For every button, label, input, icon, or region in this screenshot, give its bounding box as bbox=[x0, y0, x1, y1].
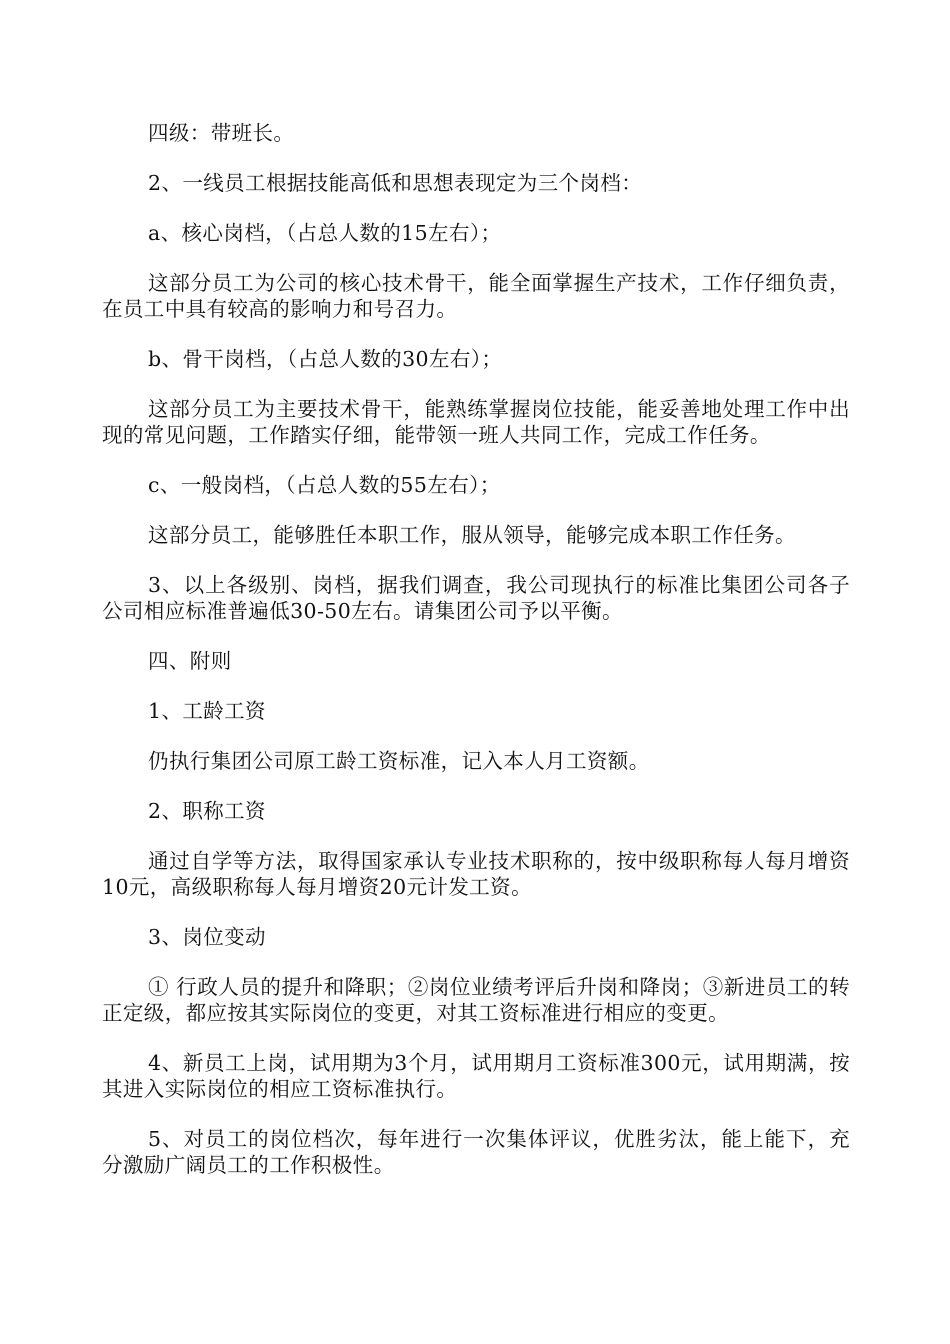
subheading-seniority-pay: 1、工龄工资 bbox=[148, 699, 266, 723]
paragraph-backbone-grade: b、骨干岗档，（占总人数的30左右）； bbox=[148, 347, 503, 371]
paragraph-level-four: 四级：带班长。 bbox=[148, 121, 295, 145]
paragraph-seniority-pay: 仍执行集团公司原工龄工资标准，记入本人月工资额。 bbox=[148, 749, 650, 773]
subheading-post-change: 3、岗位变动 bbox=[148, 925, 266, 949]
paragraph-backbone-grade-desc: 这部分员工为主要技术骨干，能熟练掌握岗位技能，能妥善地处理工作中出现的常见问题，工作踏实仔细，能带领一班人共同工作，完成工作任务。 bbox=[102, 397, 850, 447]
subheading-title-pay: 2、职称工资 bbox=[148, 799, 266, 823]
paragraph-post-change: ① 行政人员的提升和降职；②岗位业绩考评后升岗和降岗；③新进员工的转正定级，都应按其实际岗位的变更，对其工资标准进行相应的变更。 bbox=[102, 975, 850, 1025]
paragraph-annual-review: 5、对员工的岗位档次，每年进行一次集体评议，优胜劣汰，能上能下，充分激励广阔员工的工作积极性。 bbox=[102, 1127, 850, 1177]
paragraph-general-grade-desc: 这部分员工，能够胜任本职工作，服从领导，能够完成本职工作任务。 bbox=[148, 523, 796, 547]
document-body bbox=[102, 120, 850, 1202]
paragraph-probation: 4、新员工上岗，试用期为3个月，试用期月工资标准300元，试用期满，按其进入实际岗位的相应工资标准执行。 bbox=[102, 1051, 850, 1101]
paragraph-general-grade: c、一般岗档，（占总人数的55左右）； bbox=[148, 473, 501, 497]
paragraph-post-grades-intro: 2、一线员工根据技能高低和思想表现定为三个岗档： bbox=[148, 171, 643, 195]
paragraph-core-grade-desc: 这部分员工为公司的核心技术骨干，能全面掌握生产技术，工作仔细负责，在员工中具有较高的影响力和号召力。 bbox=[102, 271, 850, 321]
section-heading-appendix: 四、附则 bbox=[148, 649, 232, 673]
paragraph-standard-comparison: 3、以上各级别、岗档，据我们调查，我公司现执行的标准比集团公司各子公司相应标准普遍低30-50左右。请集团公司予以平衡。 bbox=[102, 573, 850, 623]
paragraph-core-grade: a、核心岗档，（占总人数的15左右）； bbox=[148, 221, 502, 245]
paragraph-title-pay: 通过自学等方法，取得国家承认专业技术职称的，按中级职称每人每月增资10元，高级职称每人每月增资20元计发工资。 bbox=[102, 849, 850, 899]
